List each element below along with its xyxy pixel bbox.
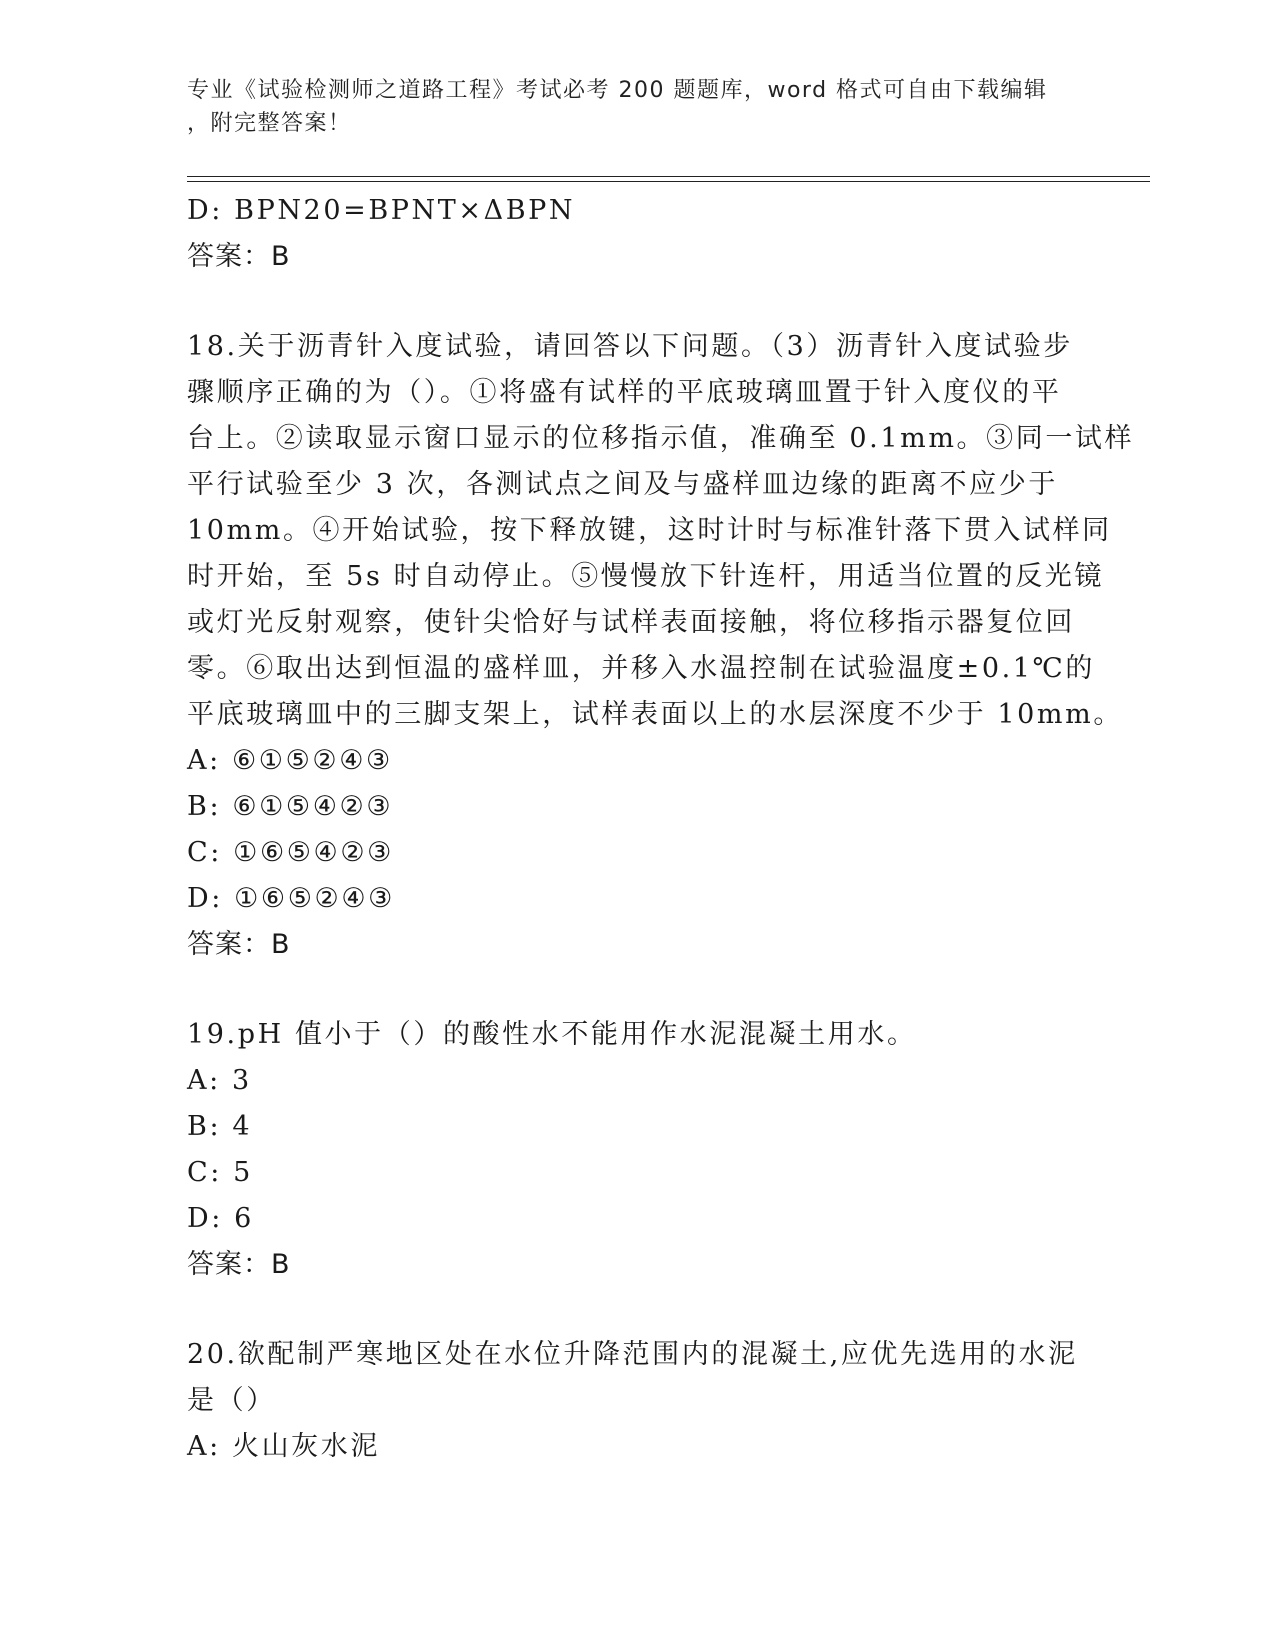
question-19	[187, 1012, 1087, 1288]
q18-stem-line: 或灯光反射观察，使针尖恰好与试样表面接触，将位移指示器复位回	[187, 607, 1075, 638]
q18-option-d: D: ①⑥⑤②④③	[187, 883, 395, 914]
question-20	[187, 1332, 1087, 1470]
q18-option-c: C: ①⑥⑤④②③	[187, 837, 394, 868]
q19-stem-line: 19.pH 值小于（）的酸性水不能用作水泥混凝土用水。	[187, 1019, 917, 1050]
header-rule-top	[187, 176, 1150, 177]
q18-stem-line: 18.关于沥青针入度试验，请回答以下问题。（3）沥青针入度试验步	[187, 331, 1073, 362]
q20-option-a: A: 火山灰水泥	[187, 1431, 380, 1462]
q19-option-a: A: 3	[187, 1065, 252, 1096]
question-18	[187, 324, 1135, 968]
q18-option-a: A: ⑥①⑤②④③	[187, 745, 393, 776]
q18-stem-line: 骤顺序正确的为（）。①将盛有试样的平底玻璃皿置于针入度仪的平	[187, 377, 1062, 408]
spacer	[187, 280, 1087, 324]
q18-stem-line: 零。⑥取出达到恒温的盛样皿，并移入水温控制在试验温度±0.1℃的	[187, 653, 1095, 684]
q18-answer: 答案：B	[187, 929, 291, 960]
q18-stem-line: 平底玻璃皿中的三脚支架上，试样表面以上的水层深度不少于 10mm。	[187, 699, 1123, 730]
q19-option-b: B: 4	[187, 1111, 253, 1142]
q19-option-d: D: 6	[187, 1203, 254, 1234]
q17-option-d: D: BPN20=BPNT×ΔBPN	[187, 195, 576, 226]
q20-stem-line: 20.欲配制严寒地区处在水位升降范围内的混凝土,应优先选用的水泥	[187, 1339, 1078, 1370]
question-content	[187, 188, 1135, 1470]
spacer	[187, 968, 1087, 1012]
q18-stem-line: 时开始，至 5s 时自动停止。⑤慢慢放下针连杆，用适当位置的反光镜	[187, 561, 1104, 592]
header-line-1: 专业《试验检测师之道路工程》考试必考 200 题题库，word 格式可自由下载编辑	[187, 78, 1048, 103]
q17-answer: 答案：B	[187, 241, 291, 272]
q18-stem-line: 10mm。④开始试验，按下释放键，这时计时与标准针落下贯入试样同	[187, 515, 1112, 546]
header-rule-bottom	[187, 181, 1150, 182]
q18-stem-line: 台上。②读取显示窗口显示的位移指示值，准确至 0.1mm。③同一试样	[187, 423, 1135, 454]
q20-stem-line: 是（）	[187, 1385, 276, 1416]
q19-option-c: C: 5	[187, 1157, 253, 1188]
document-header	[187, 74, 1087, 140]
spacer	[187, 1288, 1087, 1332]
q19-answer: 答案：B	[187, 1249, 291, 1280]
header-line-2: ，附完整答案！	[187, 111, 352, 136]
q18-option-b: B: ⑥①⑤④②③	[187, 791, 394, 822]
q18-stem-line: 平行试验至少 3 次，各测试点之间及与盛样皿边缘的距离不应少于	[187, 469, 1058, 500]
